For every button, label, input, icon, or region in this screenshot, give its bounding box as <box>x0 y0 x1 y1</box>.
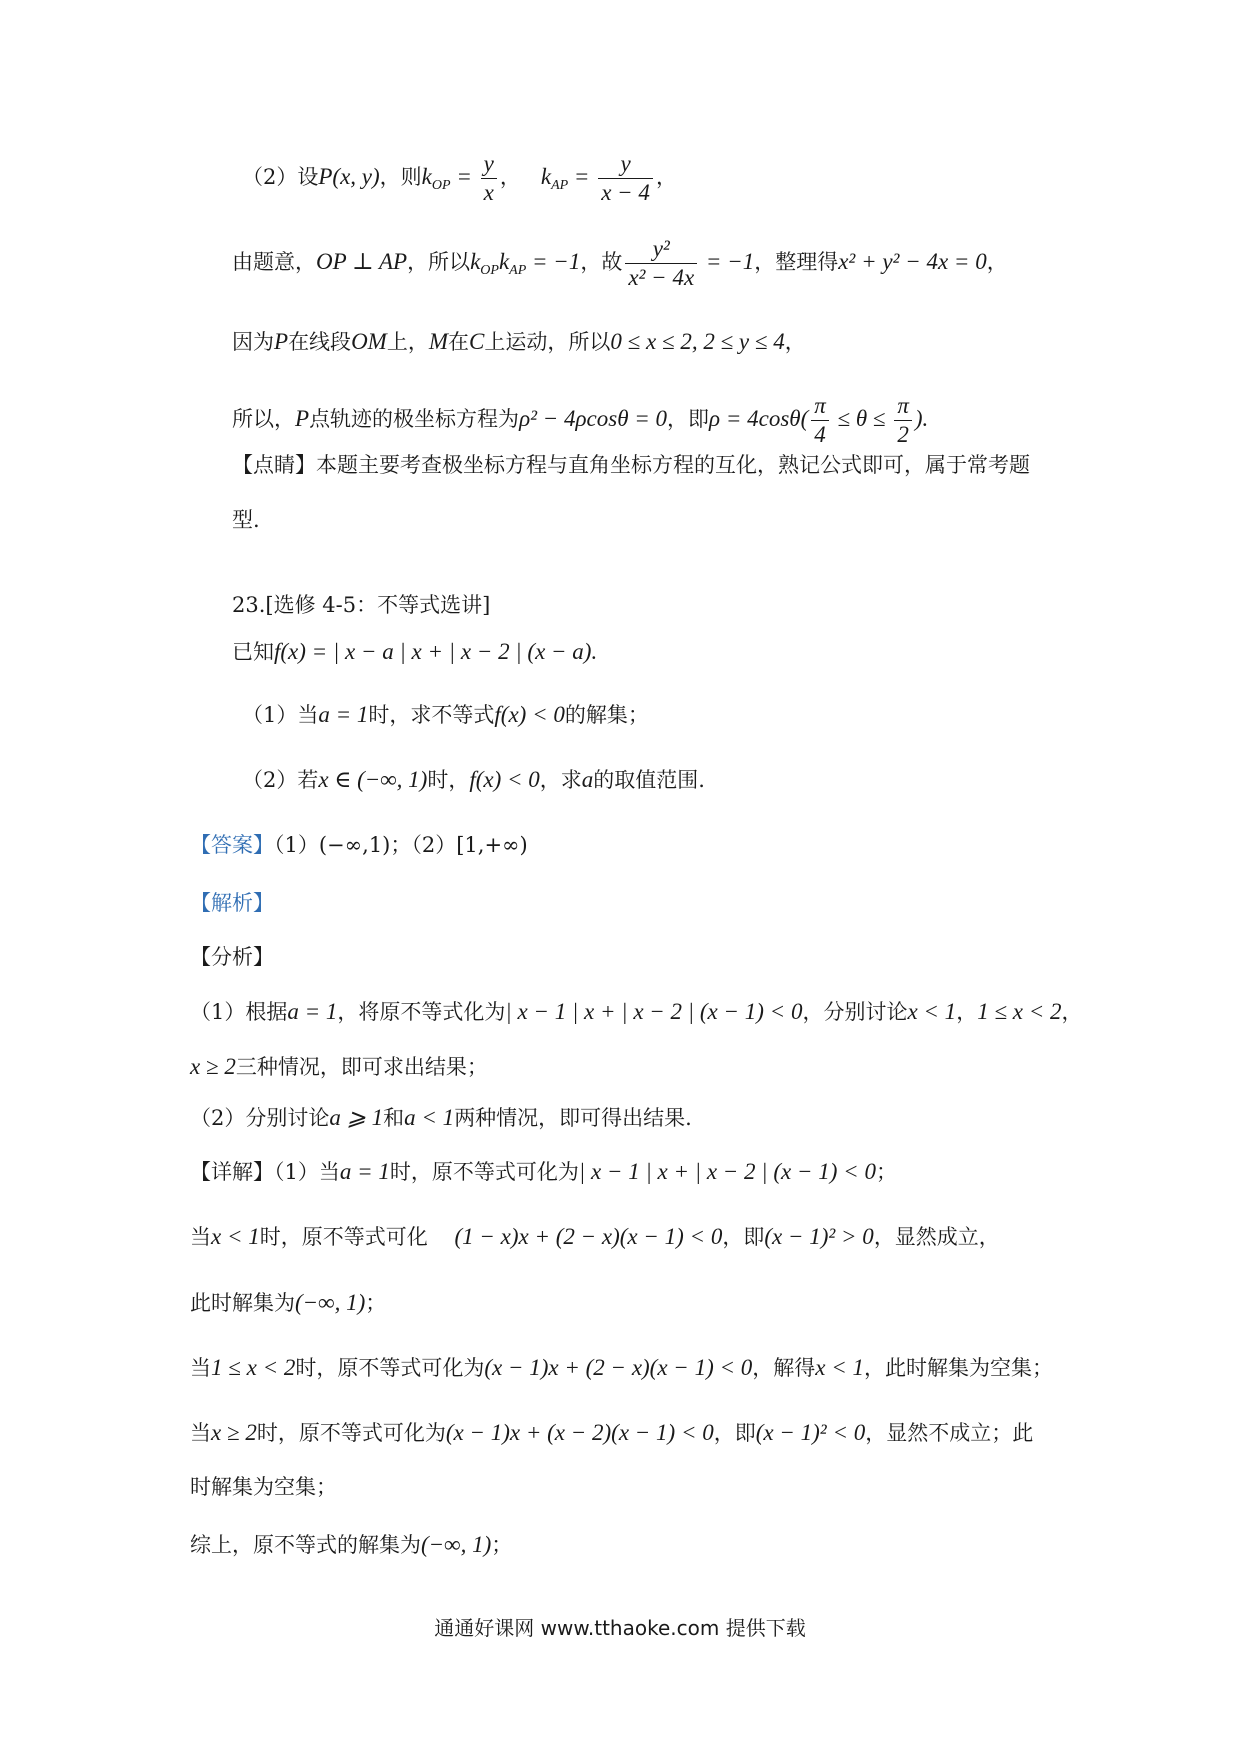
detail-line-4 <box>190 1353 1053 1383</box>
math: = −1 <box>700 249 755 274</box>
text: ，显然不成立；此 <box>865 1421 1034 1445</box>
analysis-line-3 <box>190 1103 692 1133</box>
prev-line-1 <box>242 150 677 207</box>
math: 1 ≤ x < 2 <box>211 1355 296 1380</box>
math-sub: OP <box>480 263 499 279</box>
math: 0 ≤ x ≤ 2, 2 ≤ y ≤ 4 <box>610 329 785 354</box>
text: 时，求不等式 <box>368 703 495 727</box>
text: （2）设 <box>242 165 319 189</box>
math: a = 1 <box>318 702 369 727</box>
frac-num: y <box>481 150 497 179</box>
math: ρ² − 4ρcosθ = 0 <box>519 406 668 431</box>
math: f(x) = | x − a | x + | x − 2 | (x − a). <box>274 639 598 664</box>
text: ，则 <box>379 165 422 189</box>
text: ，即 <box>722 1225 765 1249</box>
math: C <box>469 329 485 354</box>
text: ，将原不等式化为 <box>337 1000 506 1024</box>
text: 的取值范围. <box>593 768 705 792</box>
text: ，即 <box>667 407 710 431</box>
text: 时，原不等式可化 <box>259 1225 428 1249</box>
fraction <box>894 392 912 449</box>
math: k <box>498 249 510 274</box>
text: ，显然成立， <box>873 1225 1000 1249</box>
dianjing-line: 【点睛】本题主要考查极坐标方程与直角坐标方程的互化，熟记公式即可，属于常考题 <box>232 453 1030 477</box>
math: x < 1 <box>211 1224 260 1249</box>
text: 因为 <box>232 330 274 354</box>
fenxi-tag: 【分析】 <box>190 945 274 969</box>
question-part-2 <box>242 765 705 795</box>
frac-num: π <box>811 392 829 421</box>
math: k <box>421 164 432 189</box>
math: = <box>450 164 478 189</box>
text: 上运动，所以 <box>484 330 611 354</box>
text: 由题意， <box>232 250 316 274</box>
text: 时，原不等式可化为 <box>295 1356 485 1380</box>
text: ； <box>491 1533 513 1557</box>
text: 和 <box>383 1106 405 1130</box>
detail-line-6: 时解集为空集； <box>190 1475 337 1499</box>
math: x ≥ 2 <box>211 1420 257 1445</box>
text: 上， <box>386 330 429 354</box>
math: ρ = 4cosθ( <box>709 406 809 431</box>
math: ). <box>914 406 929 431</box>
fraction <box>598 150 653 207</box>
text: 此时解集为 <box>190 1291 295 1315</box>
jiexi-tag: 【解析】 <box>190 891 274 915</box>
text: 当 <box>190 1225 211 1249</box>
math: 1 ≤ x < 2 <box>977 999 1062 1024</box>
math: P <box>295 406 310 431</box>
text: 在 <box>448 330 470 354</box>
text: 在线段 <box>288 330 352 354</box>
text: （1）根据 <box>190 1000 288 1024</box>
text: ； <box>875 1160 897 1184</box>
math: a < 1 <box>404 1105 455 1130</box>
frac-den: x <box>483 180 494 205</box>
math: M <box>428 329 449 354</box>
detail-line-1 <box>190 1157 897 1187</box>
math-sub: OP <box>431 178 451 194</box>
text: ， <box>1061 1000 1083 1024</box>
math: P <box>274 329 289 354</box>
frac-den: x² − 4x <box>628 265 695 290</box>
math: (x − 1)x + (x − 2)(x − 1) < 0 <box>445 1420 714 1445</box>
text: 当 <box>190 1421 211 1445</box>
math: a = 1 <box>287 999 338 1024</box>
detail-tag: 【详解】 <box>190 1160 274 1184</box>
math: x ∈ (−∞, 1) <box>318 767 428 792</box>
frac-den: 4 <box>814 422 826 447</box>
text: ， <box>499 165 521 189</box>
math: ≤ θ ≤ <box>831 406 892 431</box>
fraction <box>811 392 829 449</box>
question-part-1 <box>242 700 649 730</box>
math: = <box>568 164 596 189</box>
text: （1）当 <box>274 1160 340 1184</box>
text: （2）分别讨论 <box>190 1106 330 1130</box>
math: OM <box>351 329 387 354</box>
math: a <box>581 767 594 792</box>
detail-line-7 <box>190 1530 512 1560</box>
math: = −1 <box>526 249 581 274</box>
text: （2）若 <box>242 768 319 792</box>
math: x ≥ 2 <box>190 1054 236 1079</box>
math-sub: AP <box>551 178 569 194</box>
dianjing-line-2: 型. <box>232 508 260 532</box>
math: (x − 1)² > 0 <box>764 1224 874 1249</box>
frac-num: y² <box>625 235 697 264</box>
answer-tag: 【答案】 <box>190 833 274 857</box>
math: a = 1 <box>339 1159 390 1184</box>
text: ， <box>986 250 1008 274</box>
text: ，分别讨论 <box>802 1000 908 1024</box>
text: ，故 <box>580 250 623 274</box>
math: (1 − x)x + (2 − x)(x − 1) < 0 <box>454 1224 723 1249</box>
prev-line-4 <box>232 392 928 449</box>
fraction <box>481 150 497 207</box>
answer-text: （1）(−∞,1)；（2）[1,+∞) <box>274 833 528 857</box>
text: 时， <box>427 768 470 792</box>
text: ； <box>365 1291 387 1315</box>
text: ， <box>956 1000 978 1024</box>
math: x < 1 <box>815 1355 864 1380</box>
math-sub: AP <box>509 263 527 279</box>
math: (x − 1)x + (2 − x)(x − 1) < 0 <box>484 1355 753 1380</box>
math: (−∞, 1) <box>421 1532 492 1557</box>
detail-line-5 <box>190 1418 1033 1448</box>
math: a ⩾ 1 <box>329 1105 384 1130</box>
frac-num: y <box>598 150 653 179</box>
prev-line-3 <box>232 327 806 357</box>
analysis-line-1 <box>190 997 1083 1027</box>
text: （1）当 <box>242 703 319 727</box>
math: (x − 1)² < 0 <box>755 1420 866 1445</box>
math: x² + y² − 4x = 0 <box>838 249 987 274</box>
text: 两种情况，即可得出结果. <box>454 1106 692 1130</box>
text: ，整理得 <box>754 250 839 274</box>
frac-den: x − 4 <box>601 180 650 205</box>
answer-line <box>190 830 528 860</box>
text: ，所以 <box>407 250 471 274</box>
text: 时，原不等式可化为 <box>389 1160 579 1184</box>
frac-num: π <box>894 392 912 421</box>
math: k <box>470 249 481 274</box>
math: x < 1 <box>907 999 957 1024</box>
text: ，此时解集为空集； <box>864 1356 1053 1380</box>
analysis-line-2 <box>190 1052 488 1082</box>
math: k <box>540 164 552 189</box>
text: 的解集； <box>564 703 649 727</box>
math: P(x, y) <box>318 164 380 189</box>
text: 时，原不等式可化为 <box>256 1421 446 1445</box>
detail-line-2 <box>190 1222 1000 1252</box>
text: 已知 <box>232 640 274 664</box>
text: 综上，原不等式的解集为 <box>190 1533 421 1557</box>
text: ，求 <box>539 768 582 792</box>
math: OP ⊥ AP <box>316 249 408 274</box>
text: ，解得 <box>752 1356 816 1380</box>
text: 当 <box>190 1356 211 1380</box>
fraction <box>625 235 697 292</box>
math: | x − 1 | x + | x − 2 | (x − 1) < 0 <box>578 1159 876 1184</box>
math: | x − 1 | x + | x − 2 | (x − 1) < 0 <box>505 999 803 1024</box>
text: ，即 <box>713 1421 756 1445</box>
math: f(x) < 0 <box>494 702 565 727</box>
detail-line-3 <box>190 1288 386 1318</box>
question-title: 23.[选修 4-5：不等式选讲] <box>232 593 491 617</box>
text: ， <box>784 330 806 354</box>
math: (−∞, 1) <box>295 1290 366 1315</box>
text: ， <box>655 165 677 189</box>
question-given <box>232 637 597 667</box>
text: 三种情况，即可求出结果； <box>235 1055 488 1079</box>
text: 所以， <box>232 407 295 431</box>
page-footer: 通通好课网 www.tthaoke.com 提供下载 <box>434 1616 806 1640</box>
prev-line-2 <box>232 235 1008 292</box>
frac-den: 2 <box>897 422 909 447</box>
text: 点轨迹的极坐标方程为 <box>309 407 520 431</box>
math: f(x) < 0 <box>469 767 540 792</box>
